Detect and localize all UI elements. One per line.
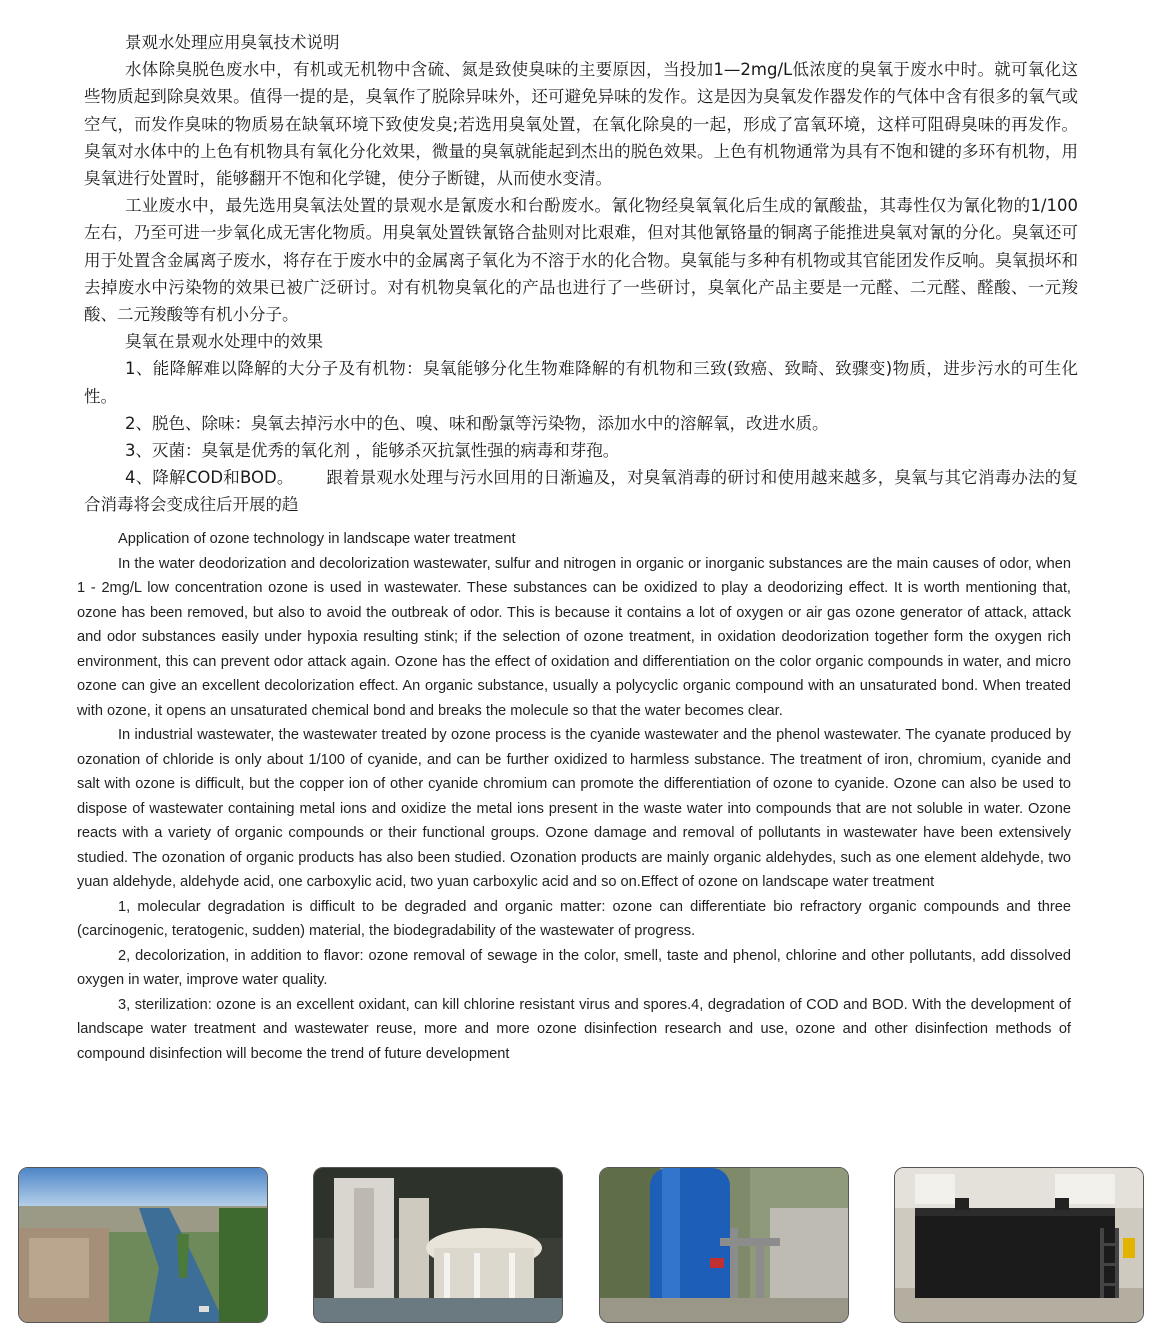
filter-tank-photo	[599, 1167, 849, 1323]
english-paragraph-2: In industrial wastewater, the wastewater treated by ozone process is the cyanide wastewater and the phenol wastewater. The cyanate produced by ozonation of chloride is only about 1/100 of cyanide, and can be further oxidized to harmless substance. The treatment of iron, chromium, cyanide and salt with ozone is difficult, but the copper ion of other cyanide chromium can promote the differentiation of ozone to cyanide. Ozone can also be used to dispose of wastewater containing metal ions and oxidize the metal ions present in the waste water into compounds that are not soluble in water. Ozone reacts with a variety of organic compounds or their functional groups. Ozone damage and removal of pollutants in wastewater have been extensively studied. The ozonation of organic products has also been studied. Ozonation products are mainly organic aldehydes, such as one element aldehyde, two yuan aldehyde, aldehyde acid, one carboxylic acid, two yuan carboxylic acid and so on.Effect of ozone on landscape water treatment	[77, 727, 1071, 890]
english-item-1: 1, molecular degradation is difficult to be degraded and organic matter: ozone can differentiate bio refractory organic compounds and three (carcinogenic, teratogenic, sudden) material, the biodegradability of the wastewater of progress.	[77, 898, 1071, 939]
english-title: Application of ozone technology in landscape water treatment	[118, 531, 516, 547]
chinese-paragraph-1: 水体除臭脱色废水中，有机或无机物中含硫、氮是致使臭味的主要原因，当投加1—2mg/L低浓度的臭氧于废水中时。就可氧化这些物质起到除臭效果。值得一提的是，臭氧作了脱除异味外，还可避免异味的发作。这是因为臭氧发作器发作的气体中含有很多的氧气或空气，而发作臭味的物质易在缺氧环境下致使发臭;若选用臭氧处置，在氧化除臭的一起，形成了富氧环境，这样可阻碍臭味的再发作。臭氧对水体中的上色有机物具有氧化分化效果，微量的臭氧就能起到杰出的脱色效果。上色有机物通常为具有不饱和键的多环有机物，用臭氧进行处置时，能够翻开不饱和化学键，使分子断键，从而使水变清。	[84, 60, 1078, 189]
treatment-tank-photo	[894, 1167, 1144, 1323]
fountain-photo	[313, 1167, 563, 1323]
english-item-2: 2, decolorization, in addition to flavor: ozone removal of sewage in the color, smell, taste and phenol, chlorine and other pollutants, add dissolved oxygen in water, improve water quality.	[77, 947, 1071, 988]
chinese-item-1: 1、能降解难以降解的大分子及有机物：臭氧能够分化生物难降解的有机物和三致(致癌、致畸、致骤变)物质，进步污水的可生化性。	[84, 359, 1078, 406]
chinese-item-4: 4、降解COD和BOD。 跟着景观水处理与污水回用的日渐遍及，对臭氧消毒的研讨和使用越来越多，臭氧与其它消毒办法的复合消毒将会变成往后开展的趋	[84, 468, 1078, 515]
chinese-paragraph-2: 工业废水中，最先选用臭氧法处置的景观水是氰废水和台酚废水。氰化物经臭氧氧化后生成的氰酸盐，其毒性仅为氰化物的1/100左右，乃至可进一步氧化成无害化物质。用臭氧处置铁氰铬合盐则对比艰难，但对其他氰铬量的铜离子能推进臭氧对氰的分化。臭氧还可用于处置含金属离子废水，将存在于废水中的金属离子氧化为不溶于水的化合物。臭氧能与多种有机物或其官能团发作反响。臭氧损坏和去掉废水中污染物的效果已被广泛研讨。对有机物臭氧化的产品也进行了一些研讨，臭氧化产品主要是一元醛、二元醛、醛酸、一元羧酸、二元羧酸等有机小分子。	[84, 196, 1078, 325]
english-item-3: 3, sterilization: ozone is an excellent oxidant, can kill chlorine resistant virus and spores.4, degradation of COD and BOD. With the development of landscape water treatment and wastewater reuse, more and more ozone disinfection research and use, ozone and other disinfection methods of compound disinfection will become the trend of future development	[77, 996, 1071, 1062]
english-section	[77, 527, 1071, 1066]
chinese-section	[84, 29, 1078, 519]
photo-strip	[18, 1167, 1144, 1323]
chinese-subtitle: 臭氧在景观水处理中的效果	[125, 332, 323, 352]
english-paragraph-1: In the water deodorization and decolorization wastewater, sulfur and nitrogen in organic or inorganic substances are the main causes of odor, when 1 - 2mg/L low concentration ozone is used in wastewater. These substances can be oxidized to play a deodorizing effect. It is worth mentioning that, ozone has been removed, but also to avoid the outbreak of odor. This is because it contains a lot of oxygen or air gas ozone generator of attack, attack and odor substances easily under hypoxia resulting stink; if the selection of ozone treatment, in oxidation deodorization together form the oxygen rich environment, this can prevent odor attack again. Ozone has the effect of oxidation and differentiation on the color organic compounds in water, and micro ozone can give an excellent decolorization effect. An organic substance, usually a polycyclic organic compound with an unsaturated bond. When treated with ozone, it opens an unsaturated chemical bond and breaks the molecule so that the water becomes clear.	[77, 555, 1071, 719]
chinese-item-3: 3、灭菌：臭氧是优秀的氧化剂 ，能够杀灭抗氯性强的病毒和芽孢。	[125, 441, 620, 461]
chinese-item-2: 2、脱色、除味：臭氧去掉污水中的色、嗅、味和酚氯等污染物，添加水中的溶解氧，改进水质。	[125, 413, 829, 433]
chinese-title: 景观水处理应用臭氧技术说明	[125, 33, 340, 52]
river-landscape-photo	[18, 1167, 268, 1323]
